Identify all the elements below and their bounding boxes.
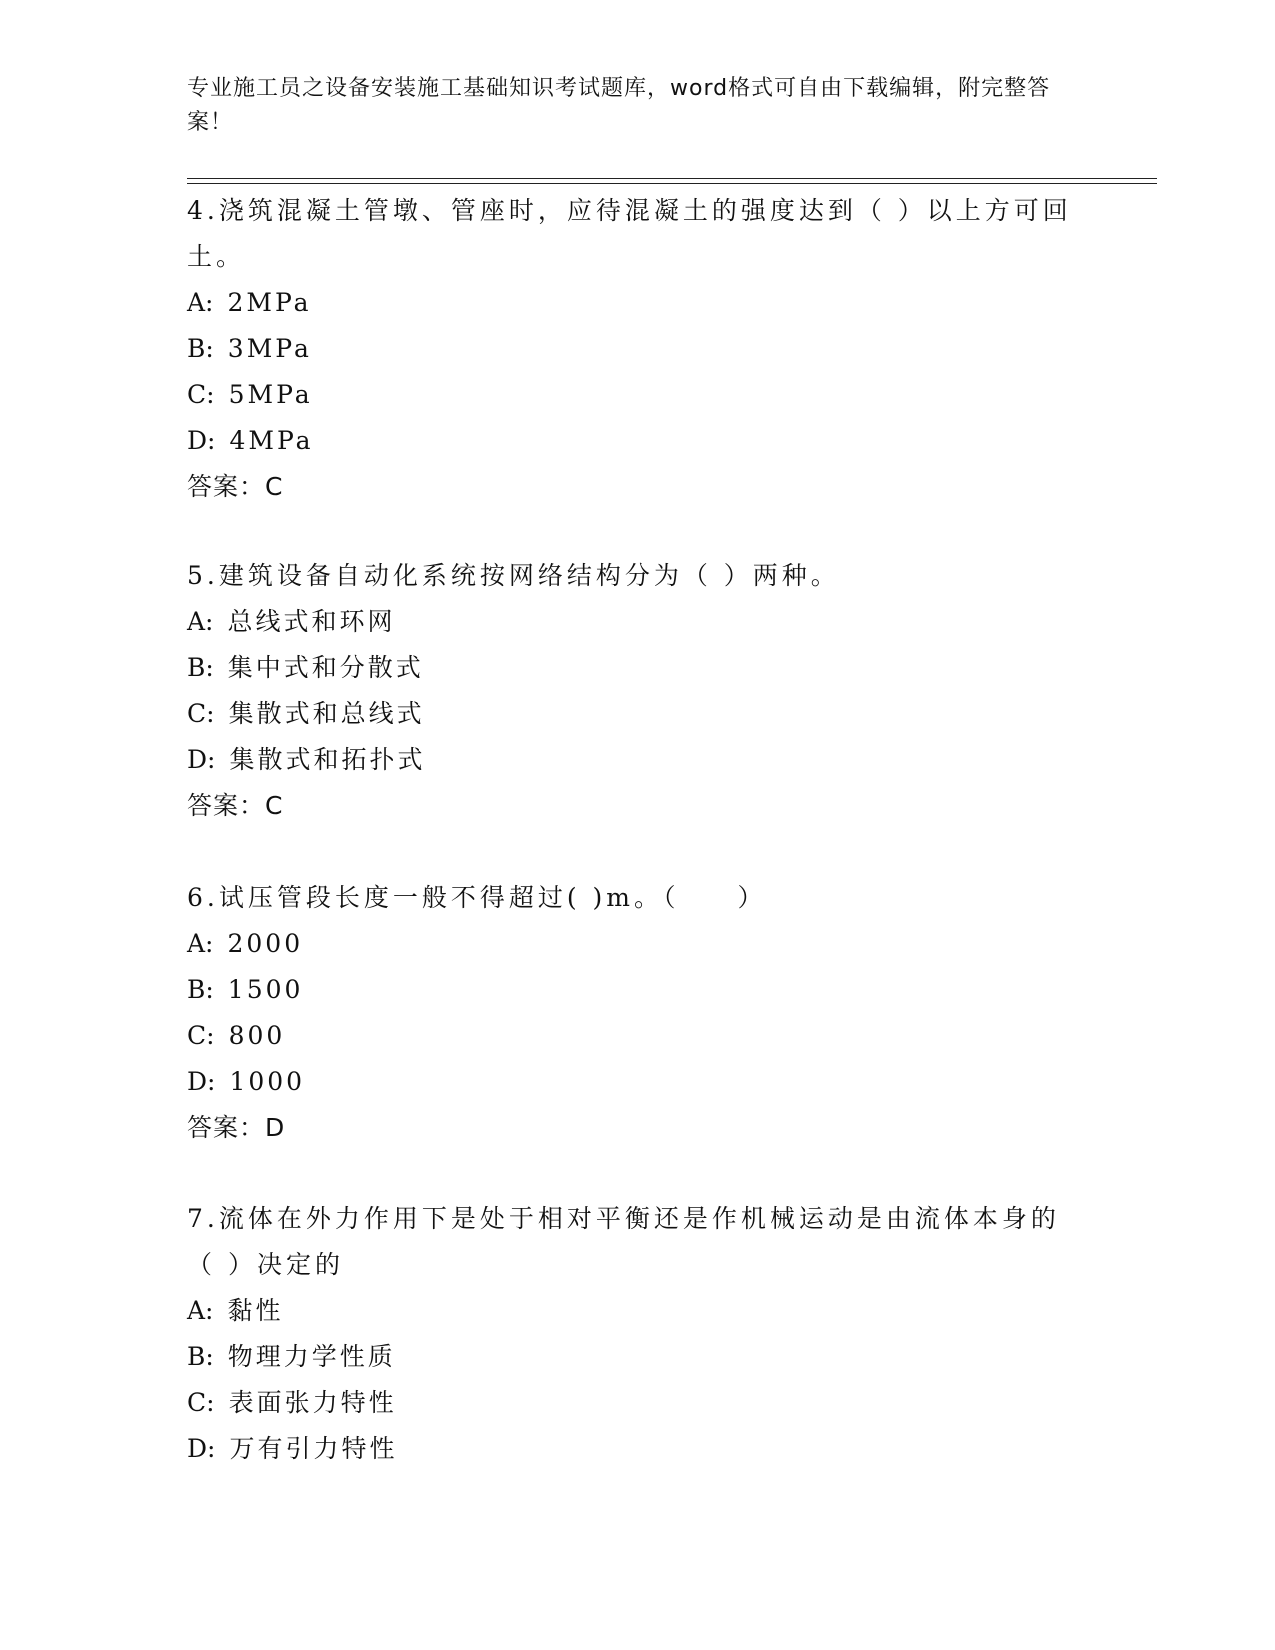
header-rule-bottom [187,183,1157,184]
option-text: 3MPa [227,334,312,363]
option-text: 万有引力特性 [229,1434,398,1463]
option-text: 1000 [229,1067,306,1096]
option-letter: D: [187,745,216,774]
option-letter: D: [187,1434,216,1463]
question-4 [187,188,1087,510]
option-d [187,737,1087,783]
option-b [187,1334,1087,1380]
option-letter: A: [187,929,214,958]
option-text: 集散式和总线式 [228,699,425,728]
question-7 [187,1196,1087,1472]
option-text: 物理力学性质 [227,1342,396,1371]
option-a [187,1288,1087,1334]
option-b [187,645,1087,691]
option-c [187,372,1087,418]
option-b [187,326,1087,372]
option-c [187,1013,1087,1059]
question-stem: 7.流体在外力作用下是处于相对平衡还是作机械运动是由流体本身的（ ）决定的 [187,1204,1060,1279]
option-text: 2MPa [227,288,312,317]
question-6 [187,875,1087,1151]
option-letter: B: [187,1342,214,1371]
option-letter: D: [187,426,216,455]
option-letter: B: [187,334,214,363]
option-letter: C: [187,380,215,409]
answer-line: 答案：D [187,1113,286,1142]
answer-line: 答案：C [187,472,284,501]
option-text: 黏性 [227,1296,284,1325]
question-stem: 4.浇筑混凝土管墩、管座时，应待混凝土的强度达到（ ）以上方可回土。 [187,196,1072,271]
option-a [187,599,1087,645]
option-c [187,1380,1087,1426]
option-d [187,1059,1087,1105]
option-letter: D: [187,1067,216,1096]
option-letter: A: [187,607,214,636]
question-5 [187,553,1087,829]
option-letter: C: [187,1021,215,1050]
question-stem: 6.试压管段长度一般不得超过( )m。（ ） [187,883,767,912]
option-text: 表面张力特性 [228,1388,397,1417]
option-text: 总线式和环网 [227,607,396,636]
option-text: 集散式和拓扑式 [229,745,426,774]
option-b [187,967,1087,1013]
answer-line: 答案：C [187,791,284,820]
option-text: 集中式和分散式 [227,653,424,682]
option-text: 800 [228,1021,286,1050]
option-d [187,1426,1087,1472]
option-text: 2000 [227,929,304,958]
option-letter: A: [187,1296,214,1325]
option-letter: A: [187,288,214,317]
option-d [187,418,1087,464]
option-a [187,921,1087,967]
option-letter: C: [187,699,215,728]
document-header: 专业施工员之设备安装施工基础知识考试题库，word格式可自由下载编辑，附完整答案！ [187,76,1051,135]
option-c [187,691,1087,737]
option-letter: C: [187,1388,215,1417]
option-letter: B: [187,975,214,1004]
header-rule-top [187,178,1157,179]
option-text: 5MPa [228,380,313,409]
option-letter: B: [187,653,214,682]
option-a [187,280,1087,326]
option-text: 4MPa [229,426,314,455]
question-stem: 5.建筑设备自动化系统按网络结构分为（ ）两种。 [187,561,840,590]
option-text: 1500 [227,975,304,1004]
